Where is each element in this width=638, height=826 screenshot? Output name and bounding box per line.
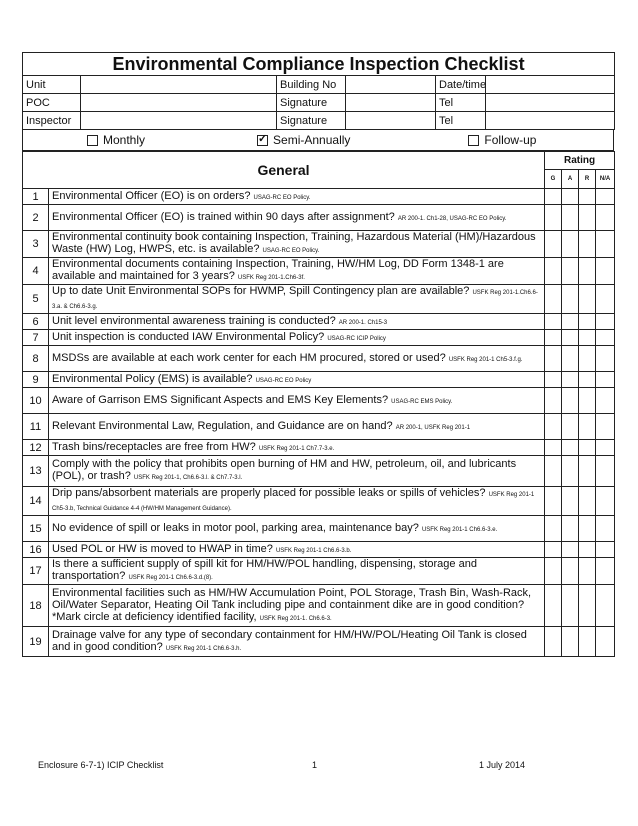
item-reference: USFK Reg 201-1. Ch6.6-3. bbox=[259, 615, 332, 622]
rating-cell-r[interactable] bbox=[579, 388, 596, 414]
item-number: 3 bbox=[23, 231, 49, 258]
section-title: General bbox=[23, 152, 545, 189]
footer-left: Enclosure 6-7-1) ICIP Checklist bbox=[38, 760, 164, 770]
rating-cell-g[interactable] bbox=[545, 440, 562, 456]
page-title: Environmental Compliance Inspection Checklist bbox=[23, 53, 615, 76]
rating-cell-r[interactable] bbox=[579, 456, 596, 487]
footer-date: 1 July 2014 bbox=[479, 760, 526, 770]
poc-signature-field[interactable] bbox=[346, 94, 436, 112]
rating-col-g: G bbox=[545, 170, 562, 189]
table-row bbox=[23, 440, 615, 456]
semi-annually-checkbox[interactable] bbox=[257, 135, 268, 146]
poc-tel-label: Tel bbox=[436, 94, 486, 112]
frequency-semi-annually[interactable] bbox=[257, 133, 350, 147]
rating-cell-na[interactable] bbox=[596, 388, 615, 414]
item-question bbox=[49, 414, 545, 440]
item-number: 1 bbox=[23, 189, 49, 205]
item-number: 2 bbox=[23, 205, 49, 231]
item-question bbox=[49, 585, 545, 627]
item-reference: USAG-RC EMS Policy. bbox=[391, 398, 453, 405]
table-row bbox=[23, 285, 615, 314]
item-question bbox=[49, 372, 545, 388]
rating-cell-r[interactable] bbox=[579, 346, 596, 372]
item-reference: USFK Reg 201-1.Ch6-3f. bbox=[237, 275, 305, 281]
frequency-row bbox=[22, 130, 614, 151]
rating-cell-a[interactable] bbox=[562, 258, 579, 285]
rating-cell-a[interactable] bbox=[562, 558, 579, 585]
rating-cell-r[interactable] bbox=[579, 330, 596, 346]
item-question-text: Relevant Environmental Law, Regulation, and Guidance are on hand? bbox=[52, 419, 393, 432]
table-row bbox=[23, 189, 615, 205]
table-row bbox=[23, 205, 615, 231]
table-row bbox=[23, 231, 615, 258]
item-question-text: Comply with the policy that prohibits open burning of HM and HW, petroleum, oil, and lubricants (POL), or trash? bbox=[52, 458, 517, 482]
table-row bbox=[23, 627, 615, 657]
follow-up-checkbox[interactable] bbox=[468, 135, 479, 146]
rating-cell-a[interactable] bbox=[562, 487, 579, 516]
rating-cell-g[interactable] bbox=[545, 189, 562, 205]
datetime-field[interactable] bbox=[486, 76, 615, 94]
rating-cell-r[interactable] bbox=[579, 440, 596, 456]
poc-tel-field[interactable] bbox=[486, 94, 615, 112]
item-reference: USFK Reg 201-1 Ch6.6-3.h. bbox=[165, 645, 242, 652]
rating-cell-r[interactable] bbox=[579, 205, 596, 231]
item-question-text: Environmental Officer (EO) is on orders? bbox=[52, 189, 251, 202]
item-question-text: Unit level environmental awareness training is conducted? bbox=[52, 314, 336, 327]
rating-cell-na[interactable] bbox=[596, 627, 615, 657]
rating-col-r: R bbox=[579, 170, 596, 189]
item-number: 16 bbox=[23, 542, 49, 558]
item-number: 4 bbox=[23, 258, 49, 285]
rating-cell-na[interactable] bbox=[596, 414, 615, 440]
item-question-text: Trash bins/receptacles are free from HW? bbox=[52, 440, 256, 453]
item-question bbox=[49, 388, 545, 414]
item-question bbox=[49, 456, 545, 487]
item-reference: AR 200-1. Ch15-3 bbox=[338, 319, 388, 326]
rating-cell-g[interactable] bbox=[545, 205, 562, 231]
rating-cell-r[interactable] bbox=[579, 372, 596, 388]
rating-cell-na[interactable] bbox=[596, 516, 615, 542]
rating-cell-r[interactable] bbox=[579, 585, 596, 627]
rating-cell-r[interactable] bbox=[579, 285, 596, 314]
rating-cell-na[interactable] bbox=[596, 258, 615, 285]
item-question bbox=[49, 487, 545, 516]
rating-cell-na[interactable] bbox=[596, 440, 615, 456]
item-reference: USFK Reg 201-1 Ch5-3.b, Technical Guidance 4-4 (HW/HM Management Guidance). bbox=[52, 492, 535, 512]
monthly-checkbox[interactable] bbox=[87, 135, 98, 146]
item-question bbox=[49, 330, 545, 346]
rating-cell-r[interactable] bbox=[579, 558, 596, 585]
building-no-label: Building No bbox=[277, 76, 346, 94]
rating-cell-na[interactable] bbox=[596, 189, 615, 205]
rating-cell-r[interactable] bbox=[579, 231, 596, 258]
item-number: 7 bbox=[23, 330, 49, 346]
table-row bbox=[23, 314, 615, 330]
item-reference: USAG-RC EO Policy bbox=[255, 377, 312, 384]
rating-cell-a[interactable] bbox=[562, 414, 579, 440]
rating-col-na: N/A bbox=[596, 170, 615, 189]
rating-cell-g[interactable] bbox=[545, 372, 562, 388]
item-reference: USAG-RC EO Policy. bbox=[253, 194, 311, 201]
rating-title: Rating bbox=[545, 152, 615, 170]
rating-cell-a[interactable] bbox=[562, 314, 579, 330]
rating-cell-na[interactable] bbox=[596, 487, 615, 516]
item-reference: USFK Reg 201-1, Ch6.6-3.l. & Ch7.7-3.l. bbox=[133, 475, 243, 481]
rating-cell-g[interactable] bbox=[545, 558, 562, 585]
item-question-text: Environmental documents containing Inspection, Training, HW/HM Log, DD Form 1348-1 are available and maintained for 3 years? bbox=[52, 258, 504, 282]
item-number: 14 bbox=[23, 487, 49, 516]
item-reference: AR 200-1, USFK Reg 201-1 bbox=[395, 424, 471, 431]
footer-page-number: 1 bbox=[312, 760, 318, 770]
table-row bbox=[23, 388, 615, 414]
header-row-unit bbox=[23, 76, 615, 94]
rating-cell-r[interactable] bbox=[579, 189, 596, 205]
item-reference: USFK Reg 201-1 Ch6.6-3.d.(8). bbox=[128, 575, 213, 581]
rating-cell-na[interactable] bbox=[596, 585, 615, 627]
rating-cell-g[interactable] bbox=[545, 627, 562, 657]
table-row bbox=[23, 346, 615, 372]
rating-cell-a[interactable] bbox=[562, 189, 579, 205]
item-number: 10 bbox=[23, 388, 49, 414]
rating-cell-r[interactable] bbox=[579, 516, 596, 542]
item-number: 15 bbox=[23, 516, 49, 542]
rating-cell-a[interactable] bbox=[562, 516, 579, 542]
item-reference: USFK Reg 201-1 Ch7.7-3.e. bbox=[258, 445, 335, 452]
item-reference: USFK Reg 201-1 Ch5-3.f.g. bbox=[448, 356, 523, 363]
rating-cell-na[interactable] bbox=[596, 558, 615, 585]
datetime-label: Date/time bbox=[436, 76, 486, 94]
table-row bbox=[23, 558, 615, 585]
item-question-text: Unit inspection is conducted IAW Environmental Policy? bbox=[52, 330, 325, 343]
rating-cell-g[interactable] bbox=[545, 516, 562, 542]
rating-cell-a[interactable] bbox=[562, 388, 579, 414]
inspector-signature-field[interactable] bbox=[346, 112, 436, 130]
item-question-text: Drip pans/absorbent materials are properly placed for possible leaks or spills of vehicles? bbox=[52, 487, 486, 499]
item-question-text: Up to date Unit Environmental SOPs for HWMP, Spill Contingency plan are available? bbox=[52, 285, 470, 297]
table-row bbox=[23, 414, 615, 440]
item-number: 17 bbox=[23, 558, 49, 585]
rating-cell-g[interactable] bbox=[545, 388, 562, 414]
header-row-inspector bbox=[23, 112, 615, 130]
item-number: 8 bbox=[23, 346, 49, 372]
rating-cell-g[interactable] bbox=[545, 258, 562, 285]
rating-cell-a[interactable] bbox=[562, 456, 579, 487]
rating-cell-g[interactable] bbox=[545, 456, 562, 487]
item-reference: USAG-RC ICIP Policy bbox=[327, 335, 386, 342]
rating-cell-g[interactable] bbox=[545, 314, 562, 330]
item-reference: USFK Reg 201-1 Ch6.6-3.b. bbox=[275, 547, 352, 554]
rating-cell-na[interactable] bbox=[596, 456, 615, 487]
frequency-follow-up[interactable] bbox=[468, 133, 536, 147]
table-row bbox=[23, 542, 615, 558]
rating-cell-g[interactable] bbox=[545, 542, 562, 558]
rating-cell-na[interactable] bbox=[596, 372, 615, 388]
item-question bbox=[49, 314, 545, 330]
poc-field[interactable] bbox=[81, 94, 277, 112]
table-row bbox=[23, 487, 615, 516]
item-number: 5 bbox=[23, 285, 49, 314]
item-question bbox=[49, 542, 545, 558]
item-question bbox=[49, 558, 545, 585]
item-question-text: Is there a sufficient supply of spill kit for HM/HW/POL handling, dispensing, storage and transportation? bbox=[52, 558, 477, 582]
item-question bbox=[49, 205, 545, 231]
poc-label: POC bbox=[23, 94, 81, 112]
item-number: 13 bbox=[23, 456, 49, 487]
rating-cell-na[interactable] bbox=[596, 330, 615, 346]
rating-cell-na[interactable] bbox=[596, 231, 615, 258]
item-question bbox=[49, 258, 545, 285]
rating-cell-r[interactable] bbox=[579, 487, 596, 516]
rating-cell-g[interactable] bbox=[545, 285, 562, 314]
inspector-signature-label: Signature bbox=[277, 112, 346, 130]
rating-col-a: A bbox=[562, 170, 579, 189]
frequency-monthly[interactable] bbox=[87, 133, 145, 147]
rating-cell-a[interactable] bbox=[562, 372, 579, 388]
item-question bbox=[49, 285, 545, 314]
item-question bbox=[49, 189, 545, 205]
rating-cell-g[interactable] bbox=[545, 346, 562, 372]
rating-cell-g[interactable] bbox=[545, 231, 562, 258]
table-row bbox=[23, 516, 615, 542]
rating-cell-na[interactable] bbox=[596, 205, 615, 231]
rating-cell-a[interactable] bbox=[562, 627, 579, 657]
rating-cell-g[interactable] bbox=[545, 330, 562, 346]
item-question-text: Environmental facilities such as HM/HW Accumulation Point, POL Storage, Trash Bin, Wash-Rack, Oil/Water Separator, Heating Oil Tank including pipe and containment dike are in good condition? *Mark circle at deficiency identified facility, bbox=[52, 586, 532, 623]
poc-signature-label: Signature bbox=[277, 94, 346, 112]
checklist-table bbox=[22, 151, 615, 657]
unit-label: Unit bbox=[23, 76, 81, 94]
item-number: 9 bbox=[23, 372, 49, 388]
table-row bbox=[23, 258, 615, 285]
rating-cell-g[interactable] bbox=[545, 487, 562, 516]
rating-cell-a[interactable] bbox=[562, 330, 579, 346]
rating-cell-a[interactable] bbox=[562, 542, 579, 558]
semi-annually-label: Semi-Annually bbox=[273, 133, 351, 147]
table-row bbox=[23, 585, 615, 627]
rating-cell-a[interactable] bbox=[562, 285, 579, 314]
inspector-field[interactable] bbox=[81, 112, 277, 130]
rating-cell-r[interactable] bbox=[579, 627, 596, 657]
item-question bbox=[49, 440, 545, 456]
item-reference: USFK Reg 201-1.Ch6.6-3.a. & Ch6.6-3.g. bbox=[52, 290, 538, 310]
item-question-text: Drainage valve for any type of secondary containment for HM/HW/POL/Heating Oil Tank is closed and in good condition? bbox=[52, 628, 527, 653]
header-row-poc bbox=[23, 94, 615, 112]
item-number: 11 bbox=[23, 414, 49, 440]
rating-cell-na[interactable] bbox=[596, 346, 615, 372]
rating-cell-na[interactable] bbox=[596, 542, 615, 558]
checklist-form bbox=[22, 52, 614, 657]
inspector-tel-field[interactable] bbox=[486, 112, 615, 130]
rating-cell-r[interactable] bbox=[579, 414, 596, 440]
item-question-text: Environmental Officer (EO) is trained within 90 days after assignment? bbox=[52, 210, 395, 223]
item-question-text: Used POL or HW is moved to HWAP in time? bbox=[52, 542, 273, 555]
rating-cell-r[interactable] bbox=[579, 314, 596, 330]
unit-field[interactable] bbox=[81, 76, 277, 94]
rating-cell-r[interactable] bbox=[579, 258, 596, 285]
item-question-text: Aware of Garrison EMS Significant Aspects and EMS Key Elements? bbox=[52, 393, 389, 406]
item-number: 12 bbox=[23, 440, 49, 456]
header-table bbox=[22, 52, 615, 130]
item-question bbox=[49, 346, 545, 372]
item-question-text: MSDSs are available at each work center for each HM procured, stored or used? bbox=[52, 351, 446, 364]
item-reference: USFK Reg 201-1 Ch6.6-3.e. bbox=[421, 526, 498, 533]
rating-cell-a[interactable] bbox=[562, 231, 579, 258]
follow-up-label: Follow-up bbox=[484, 133, 537, 147]
item-reference: AR 200-1. Ch1-28, USAG-RC EO Policy. bbox=[397, 215, 507, 222]
table-row bbox=[23, 372, 615, 388]
item-question-text: Environmental Policy (EMS) is available? bbox=[52, 372, 253, 385]
rating-cell-a[interactable] bbox=[562, 205, 579, 231]
rating-cell-na[interactable] bbox=[596, 285, 615, 314]
item-question bbox=[49, 231, 545, 258]
rating-cell-g[interactable] bbox=[545, 414, 562, 440]
item-question-text: No evidence of spill or leaks in motor pool, parking area, maintenance bay? bbox=[52, 521, 419, 534]
item-question-text: Environmental continuity book containing Inspection, Training, Hazardous Material (HM)/Hazardous Waste (HW) Log, HWPS, etc. is available? bbox=[52, 231, 536, 255]
table-row bbox=[23, 456, 615, 487]
rating-cell-g[interactable] bbox=[545, 585, 562, 627]
inspector-tel-label: Tel bbox=[436, 112, 486, 130]
item-reference: USAG-RC EO Policy. bbox=[262, 248, 320, 254]
rating-cell-a[interactable] bbox=[562, 440, 579, 456]
rating-cell-a[interactable] bbox=[562, 585, 579, 627]
inspector-label: Inspector bbox=[23, 112, 81, 130]
table-row bbox=[23, 330, 615, 346]
item-number: 6 bbox=[23, 314, 49, 330]
item-question bbox=[49, 516, 545, 542]
item-number: 19 bbox=[23, 627, 49, 657]
rating-cell-a[interactable] bbox=[562, 346, 579, 372]
monthly-label: Monthly bbox=[103, 133, 146, 147]
item-question bbox=[49, 627, 545, 657]
item-number: 18 bbox=[23, 585, 49, 627]
building-no-field[interactable] bbox=[346, 76, 436, 94]
rating-cell-r[interactable] bbox=[579, 542, 596, 558]
rating-cell-na[interactable] bbox=[596, 314, 615, 330]
